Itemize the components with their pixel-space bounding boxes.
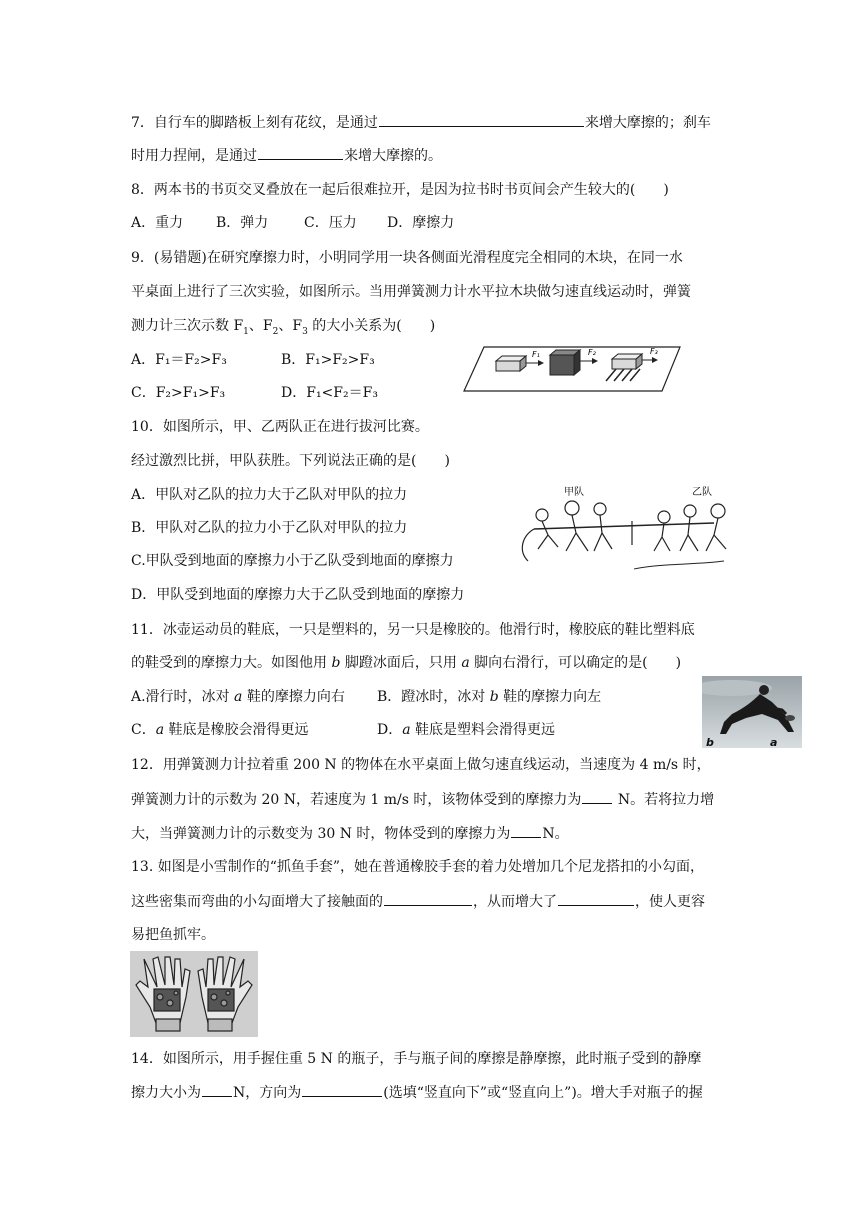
q9-options-row2 — [131, 383, 378, 403]
q9-text: 、F — [278, 318, 303, 334]
q12-blank-1[interactable] — [582, 789, 612, 804]
q9-sub: 1 — [243, 326, 249, 337]
q12-text: 弹簧测力计的示数为 20 N，若速度为 1 m/s 时，该物体受到的摩擦力为 — [131, 792, 582, 808]
f2-label: F₂ — [588, 348, 596, 357]
q14-line2 — [131, 1082, 703, 1103]
q12-text: N。 — [542, 826, 569, 842]
team-b-label: 乙队 — [692, 487, 712, 498]
q9-line2: 平桌面上进行了三次实验，如图所示。当用弹簧测力计水平拉木块做匀速直线运动时，弹簧 — [131, 284, 691, 300]
q13-blank-1[interactable] — [384, 891, 472, 906]
q11-option-c[interactable] — [131, 722, 309, 738]
q8-option-b[interactable]: B．弹力 — [216, 215, 269, 231]
q10-line2: 经过激烈比拼，甲队获胜。下列说法正确的是( ) — [131, 453, 450, 469]
q11-text: 鞋的摩擦力向右 — [242, 689, 345, 705]
q9-figure-blocks — [462, 343, 682, 395]
q8-option-a[interactable]: A．重力 — [131, 215, 184, 231]
q11-line1: 11．冰壶运动员的鞋底，一只是塑料的，另一只是橡胶的。他滑行时，橡胶底的鞋比塑料底 — [131, 622, 695, 638]
q9-option-b[interactable]: B．F₁>F₂>F₃ — [281, 352, 375, 368]
q11-text: B．蹬冰时，冰对 — [377, 689, 490, 705]
q7-text: 7．自行车的脚踏板上刻有花纹，是通过 — [131, 115, 378, 131]
q8-option-c[interactable]: C．压力 — [304, 215, 357, 231]
rope — [534, 523, 714, 529]
team-a-figures — [536, 501, 612, 551]
q8-stem: 8．两本书的书页交叉叠放在一起后很难拉开，是因为拉书时书页间会产生较大的( ) — [131, 182, 669, 198]
q7-line2 — [131, 145, 442, 166]
q11-text: 鞋底是橡胶会滑得更远 — [164, 722, 309, 738]
q10-option-b[interactable]: B．甲队对乙队的拉力小于乙队对甲队的拉力 — [131, 520, 408, 536]
q12-line1: 12．用弹簧测力计拉着重 200 N 的物体在水平桌面上做匀速直线运动，当速度为 4 m/s 时， — [131, 757, 711, 773]
q9-option-a[interactable]: A．F₁＝F₂>F₃ — [131, 352, 227, 368]
q9-line1: 9．(易错题)在研究摩擦力时，小明同学用一块各侧面光滑程度完全相同的木块，在同一水 — [131, 250, 683, 266]
q9-text: 、F — [248, 318, 273, 334]
team-b-figures — [654, 504, 726, 551]
q11-options-row1 — [131, 687, 602, 707]
f1-label: F₁ — [532, 350, 540, 359]
q12-line2 — [131, 789, 714, 810]
q9-option-c[interactable]: C．F₂>F₁>F₃ — [131, 385, 226, 401]
q10-option-c[interactable]: C.甲队受到地面的摩擦力小于乙队受到地面的摩擦力 — [131, 553, 454, 569]
q11-options-row2 — [131, 720, 556, 740]
q9-text: 的大小关系为( ) — [307, 318, 436, 334]
q9-option-d[interactable]: D．F₁<F₂＝F₃ — [281, 385, 378, 401]
q11-text: D． — [377, 722, 403, 738]
q7-blank-2[interactable] — [258, 145, 343, 160]
q9-sub: 2 — [272, 326, 279, 337]
q7-text: 时用力捏闸，是通过 — [131, 148, 257, 164]
q11-var: a — [155, 722, 165, 738]
q9-line3 — [131, 316, 435, 336]
q11-text: C． — [131, 722, 156, 738]
q13-blank-2[interactable] — [558, 891, 634, 906]
q9-options-row1 — [131, 350, 375, 370]
q11-text: 脚蹬冰面后，只用 — [340, 655, 462, 671]
q11-var: a — [402, 722, 411, 738]
q12-line3 — [131, 823, 569, 844]
q10-option-a[interactable]: A．甲队对乙队的拉力大于乙队对甲队的拉力 — [131, 487, 408, 503]
q14-text: N，方向为 — [233, 1085, 302, 1101]
shoe-a-label: a — [770, 736, 778, 748]
q8-options — [131, 213, 455, 233]
q11-option-a[interactable] — [131, 689, 345, 705]
q12-blank-2[interactable] — [511, 823, 541, 838]
f3-label: F₃ — [650, 347, 658, 356]
q11-line2 — [131, 653, 681, 673]
q7-line1 — [131, 112, 711, 133]
q7-text: 来增大摩擦的；刹车 — [584, 115, 711, 131]
q9-sub: 3 — [302, 326, 308, 337]
q11-figure-curler-photo — [702, 676, 802, 748]
q7-text: 来增大摩擦的。 — [344, 148, 442, 164]
q13-line1: 13. 如图是小雪制作的“抓鱼手套”，她在普通橡胶手套的着力处增加几个尼龙搭扣的小勾面， — [131, 859, 705, 875]
q14-text: (选填“竖直向下”或“竖直向上”)。增大手对瓶子的握 — [383, 1085, 703, 1101]
q13-figure-gloves — [130, 951, 258, 1037]
q11-var: a — [461, 655, 470, 671]
q10-line1: 10．如图所示，甲、乙两队正在进行拔河比赛。 — [131, 419, 429, 435]
q11-option-d[interactable] — [377, 720, 555, 740]
q12-text: 大，当弹簧测力计的示数变为 30 N 时，物体受到的摩擦力为 — [131, 826, 511, 842]
q7-blank-1[interactable] — [379, 112, 584, 127]
q13-line2 — [131, 891, 705, 912]
q11-text: 脚向右滑行，可以确定的是( ) — [469, 655, 682, 671]
q14-blank-2[interactable] — [302, 1082, 382, 1097]
q13-line3: 易把鱼抓牢。 — [131, 927, 215, 943]
shoe-b-label: b — [706, 736, 714, 748]
q13-text: ，使人更容 — [635, 894, 705, 910]
q10-option-d[interactable]: D．甲队受到地面的摩擦力大于乙队受到地面的摩擦力 — [131, 587, 465, 603]
q11-text: 鞋的摩擦力向左 — [498, 689, 602, 705]
q11-text: 鞋底是塑料会滑得更远 — [410, 722, 556, 738]
q11-var: a — [234, 689, 243, 705]
q12-text: N。若将拉力增 — [613, 792, 715, 808]
q10-figure-tug-of-war — [514, 481, 744, 576]
q11-option-b[interactable] — [377, 687, 601, 707]
q14-line1: 14．如图所示，用手握住重 5 N 的瓶子，手与瓶子间的摩擦是静摩擦，此时瓶子受到的静摩 — [131, 1051, 702, 1067]
q8-option-d[interactable]: D．摩擦力 — [387, 215, 455, 231]
q9-text: 测力计三次示数 F — [131, 318, 244, 334]
q14-text: 擦力大小为 — [131, 1085, 201, 1101]
q13-text: 这些密集而弯曲的小勾面增大了接触面的 — [131, 894, 383, 910]
q11-text: A.滑行时，冰对 — [131, 689, 235, 705]
q11-text: 的鞋受到的摩擦力大。如图他用 — [131, 655, 332, 671]
q11-var: b — [489, 689, 499, 705]
team-a-label: 甲队 — [564, 487, 584, 498]
q11-var: b — [331, 655, 341, 671]
q14-blank-1[interactable] — [202, 1082, 232, 1097]
q13-text: ，从而增大了 — [473, 894, 557, 910]
